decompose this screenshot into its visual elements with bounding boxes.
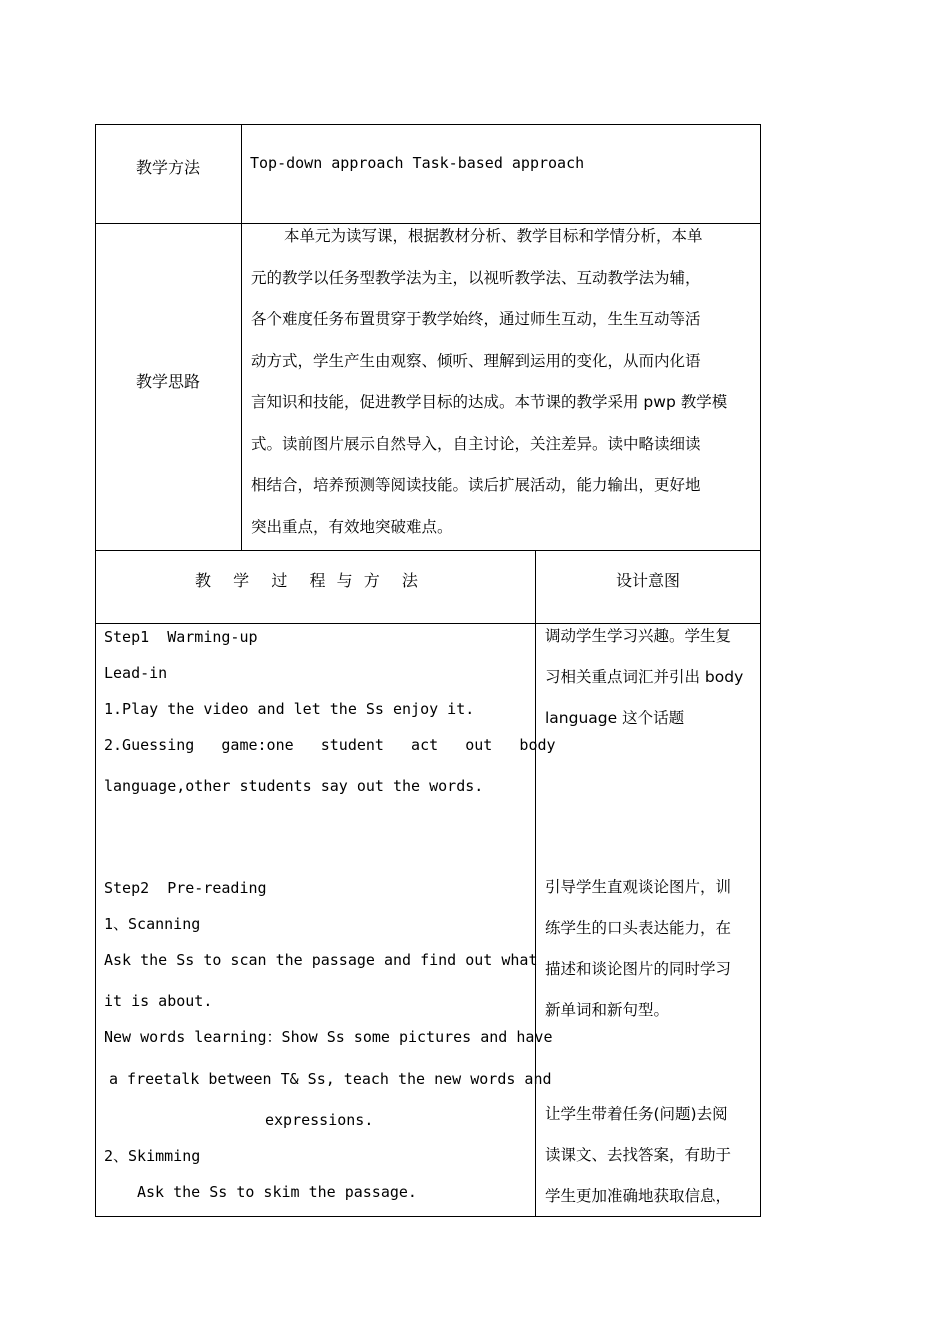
step1-title: Step1 Warming-up	[104, 628, 258, 646]
intent-line: 描述和谈论图片的同时学习	[545, 960, 732, 978]
intent-line: 让学生带着任务(问题)去阅	[545, 1105, 728, 1123]
column-divider-label	[241, 124, 242, 551]
intent-line: 新单词和新句型。	[545, 1001, 670, 1019]
intent-line: 引导学生直观谈论图片，训	[545, 878, 732, 896]
intent-line: 习相关重点词汇并引出 body	[545, 668, 744, 686]
intent-block-pre-reading	[545, 867, 757, 1031]
intent-header: 设计意图	[616, 571, 681, 590]
approach-line: 各个难度任务布置贯穿于教学始终，通过师生互动，生生互动等活	[251, 310, 701, 328]
skimming-text: Ask the Ss to skim the passage.	[137, 1183, 417, 1201]
new-words-line2: a freetalk between T& Ss, teach the new words and	[109, 1070, 552, 1088]
approach-line: 相结合，培养预测等阅读技能。读后扩展活动，能力输出，更好地	[251, 476, 701, 494]
column-divider-intent	[535, 550, 536, 1217]
new-words-line3: expressions.	[265, 1111, 374, 1129]
step1-item-2-line1: 2.Guessing game:one student act out body	[104, 736, 556, 754]
scanning-text-line1: Ask the Ss to scan the passage and find out what	[104, 951, 538, 969]
approach-line: 本单元为读写课，根据教材分析、教学目标和学情分析，本单	[284, 227, 703, 245]
approach-line: 突出重点，有效地突破难点。	[251, 517, 453, 536]
intent-line: 练学生的口头表达能力，在	[545, 919, 732, 937]
intent-block-warming-up	[545, 616, 757, 739]
step2-title: Step2 Pre-reading	[104, 879, 267, 897]
lead-in: Lead-in	[104, 664, 168, 682]
intent-line: 学生更加准确地获取信息，	[545, 1187, 732, 1205]
approach-line: 元的教学以任务型教学法为主，以视听教学法、互动教学法为辅，	[251, 268, 701, 287]
intent-line: language 这个话题	[545, 709, 685, 727]
step1-item-2-line2: language,other students say out the words.	[104, 777, 484, 795]
row-divider-approach	[95, 550, 761, 551]
intent-block-skimming	[545, 1094, 757, 1217]
approach-line: 式。读前图片展示自然导入，自主讨论，关注差异。读中略读细读	[251, 434, 701, 453]
intent-line: 读课文、去找答案，有助于	[545, 1146, 732, 1164]
intent-line: 调动学生学习兴趣。学生复	[545, 627, 732, 645]
scanning-heading: 1、Scanning	[104, 915, 201, 933]
scanning-text-line2: it is about.	[104, 992, 213, 1010]
approach-line: 言知识和技能，促进教学目标的达成。本节课的教学采用 pwp 教学模	[251, 393, 728, 411]
approach-paragraph	[251, 216, 756, 548]
methods-label: 教学方法	[136, 158, 201, 177]
process-header: 教 学 过 程 与 方 法	[195, 571, 418, 590]
approach-line: 动方式，学生产生由观察、倾听、理解到运用的变化，从而内化语	[251, 351, 701, 370]
new-words-line1: New words learning：Show Ss some pictures and have	[104, 1028, 553, 1046]
step1-item-1: 1.Play the video and let the Ss enjoy it.	[104, 700, 475, 718]
methods-value: Top-down approach Task-based approach	[250, 154, 585, 172]
skimming-heading: 2、Skimming	[104, 1147, 201, 1165]
approach-label: 教学思路	[136, 372, 201, 391]
